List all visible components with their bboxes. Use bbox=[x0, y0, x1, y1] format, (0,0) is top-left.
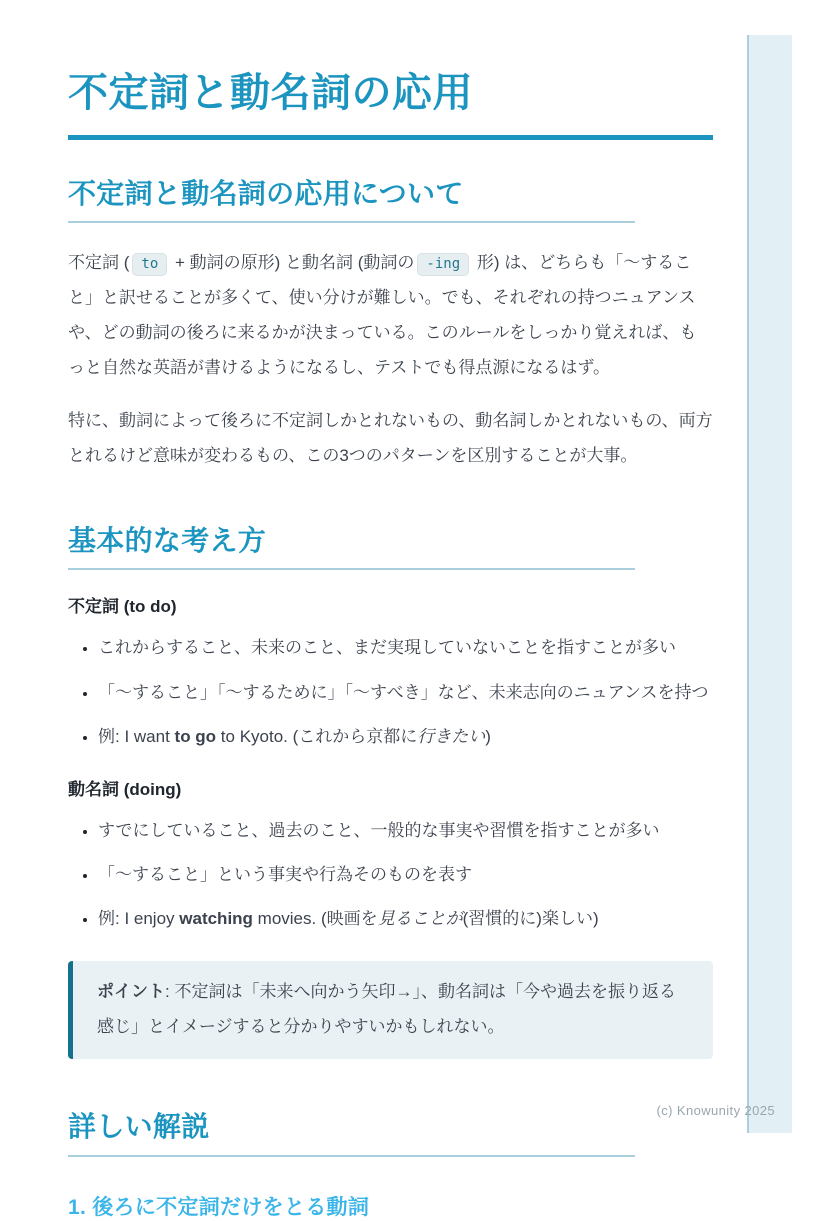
section-about-heading: 不定詞と動名詞の応用について bbox=[68, 178, 635, 223]
list-item: • 例: I enjoy watching movies. (映画を見ることが(習慣的に)楽しい) bbox=[98, 902, 713, 935]
intro-paragraph-2: 特に、動詞によって後ろに不定詞しかとれないもの、動名詞しかとれないもの、両方とれるけど意味が変わるもの、この3つのパターンを区別することが大事。 bbox=[68, 411, 713, 466]
section-details-heading: 詳しい解説 bbox=[68, 1111, 635, 1156]
list-item: • これからすること、未来のこと、まだ実現していないことを指すことが多い bbox=[98, 631, 713, 664]
right-margin-strip bbox=[747, 35, 792, 1133]
section-basics-heading: 基本的な考え方 bbox=[68, 525, 635, 570]
group-label-gerund: 動名詞 (doing) bbox=[68, 779, 182, 799]
section-basics bbox=[68, 525, 713, 1059]
title-rule bbox=[68, 135, 713, 140]
bullet-list-infinitive bbox=[68, 631, 713, 752]
section-details bbox=[68, 1111, 713, 1220]
intro-paragraph-1: 不定詞 ( to + 動詞の原形) と動名詞 (動詞の -ing 形) は、どちらも「〜すること」と訳せることが多くて、使い分けが難しい。でも、それぞれの持つニュアンスや、どの動詞の後ろに来るかが決まっている。このルールをしっかり覚えれば、もっと自然な英語が書けるようになるし、テストでも得点源になるはず。 bbox=[68, 253, 697, 378]
list-item: • 例: I want to go to Kyoto. (これから京都に行きたい) bbox=[98, 720, 713, 753]
subsection-1-heading: 1. 後ろに不定詞だけをとる動詞 bbox=[68, 1195, 370, 1219]
list-item: • 「〜すること」という事実や行為そのものを表す bbox=[98, 858, 713, 891]
list-item: • 「〜すること」「〜するために」「〜すべき」など、未来志向のニュアンスを持つ bbox=[98, 676, 713, 709]
bullet-list-gerund bbox=[68, 814, 713, 935]
copyright-watermark: (c) Knowunity 2025 bbox=[656, 1103, 775, 1118]
page-title: 不定詞と動名詞の応用 bbox=[68, 71, 473, 115]
list-item: • すでにしていること、過去のこと、一般的な事実や習慣を指すことが多い bbox=[98, 814, 713, 847]
point-callout-text: ポイント: 不定詞は「未来へ向かう矢印→」、動名詞は「今や過去を振り返る感じ」とイメージすると分かりやすいかもしれない。 bbox=[97, 982, 676, 1037]
group-label-infinitive: 不定詞 (to do) bbox=[68, 597, 177, 617]
point-callout bbox=[68, 961, 713, 1059]
section-about bbox=[68, 178, 713, 473]
document-content bbox=[68, 0, 713, 1221]
